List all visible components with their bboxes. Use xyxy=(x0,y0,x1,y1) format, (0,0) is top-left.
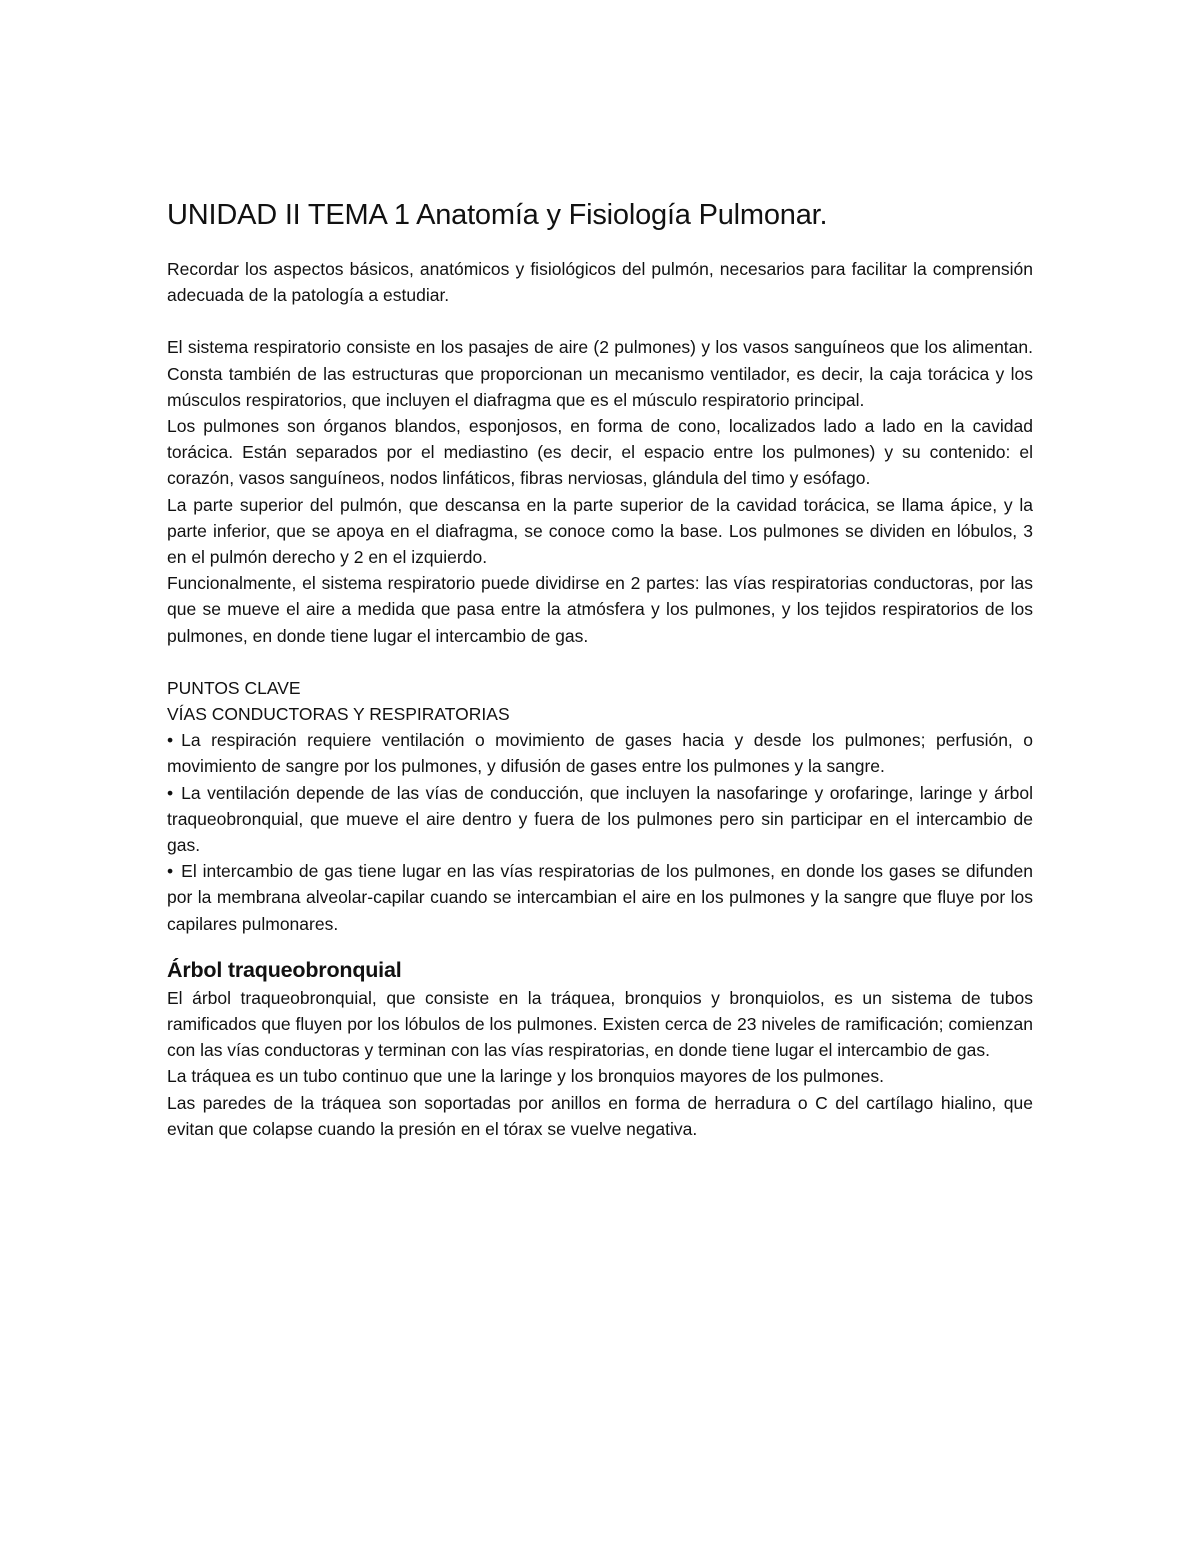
section-paragraph: El árbol traqueobronquial, que consiste en la tráquea, bronquios y bronquiolos, es un sistema de tubos ramificados que fluyen por los lóbulos de los pulmones. Existen cerca de 23 niveles de ramificación; comienzan con las vías conductoras y terminan con las vías respiratorias, en donde tiene lugar el intercambio de gas. xyxy=(167,987,1033,1061)
body-paragraph: Los pulmones son órganos blandos, esponjosos, en forma de cono, localizados lado a lado en la cavidad torácica. Están separados por el mediastino (es decir, el espacio entre los pulmones) y su contenido: el corazón, vasos sanguíneos, nodos linfáticos, fibras nerviosas, glándula del timo y esófago. xyxy=(167,416,1033,489)
key-point-text: La respiración requiere ventilación o movimiento de gases hacia y desde los pulmones; perfusión, o movimiento de sangre por los pulmones, y difusión de gases entre los pulmones y la sangre. xyxy=(167,730,1033,777)
spacer xyxy=(167,234,1033,256)
section-paragraph: La tráquea es un tubo continuo que une la laringe y los bronquios mayores de los pulmones. xyxy=(167,1066,884,1087)
intro-paragraph: Recordar los aspectos básicos, anatómicos y fisiológicos del pulmón, necesarios para facilitar la comprensión adecuada de la patología a estudiar. xyxy=(167,259,1033,306)
body-paragraph: El sistema respiratorio consiste en los pasajes de aire (2 pulmones) y los vasos sanguíneos que los alimentan. Consta también de las estructuras que proporcionan un mecanismo ventilador, es decir, la caja torácica y los músculos respiratorios, que incluyen el diafragma que es el músculo respiratorio principal. xyxy=(167,337,1033,410)
key-points-subheading: VÍAS CONDUCTORAS Y RESPIRATORIAS xyxy=(167,704,510,725)
document-title: UNIDAD II TEMA 1 Anatomía y Fisiología Pulmonar. xyxy=(167,199,828,231)
bullet-icon: • xyxy=(167,730,174,751)
body-paragraph: La parte superior del pulmón, que descansa en la parte superior de la cavidad torácica, se llama ápice, y la parte inferior, que se apoya en el diafragma, se conoce como la base. Los pulmones se dividen en lóbulos, 3 en el pulmón derecho y 2 en el izquierdo. xyxy=(167,494,1033,568)
key-point-item xyxy=(167,727,1033,779)
key-point-item xyxy=(167,780,1033,859)
section-paragraph: Las paredes de la tráquea son soportadas por anillos en forma de herradura o C del cartílago hialino, que evitan que colapse cuando la presión en el tórax se vuelve negativa. xyxy=(167,1092,1033,1139)
document-page xyxy=(167,196,1033,1142)
bullet-icon: • xyxy=(167,782,174,803)
spacer xyxy=(167,649,1033,675)
key-point-text: La ventilación depende de las vías de conducción, que incluyen la nasofaringe y orofaringe, laringe y árbol traqueobronquial, que mueve el aire dentro y fuera de los pulmones pero sin participar en el intercambio de gas. xyxy=(167,782,1033,856)
spacer xyxy=(167,308,1033,334)
key-points-heading: PUNTOS CLAVE xyxy=(167,677,301,698)
bullet-icon: • xyxy=(167,861,174,882)
body-paragraph: Funcionalmente, el sistema respiratorio puede dividirse en 2 partes: las vías respiratorias conductoras, por las que se mueve el aire a medida que pasa entre la atmósfera y los pulmones, y los tejidos respiratorios de los pulmones, en donde tiene lugar el intercambio de gas. xyxy=(167,573,1033,646)
key-point-text: El intercambio de gas tiene lugar en las vías respiratorias de los pulmones, en donde los gases se difunden por la membrana alveolar-capilar cuando se intercambian el aire en los pulmones y la sangre que fluye por los capilares pulmonares. xyxy=(167,861,1033,934)
section-heading: Árbol traqueobronquial xyxy=(167,957,402,982)
key-point-item xyxy=(167,858,1033,937)
